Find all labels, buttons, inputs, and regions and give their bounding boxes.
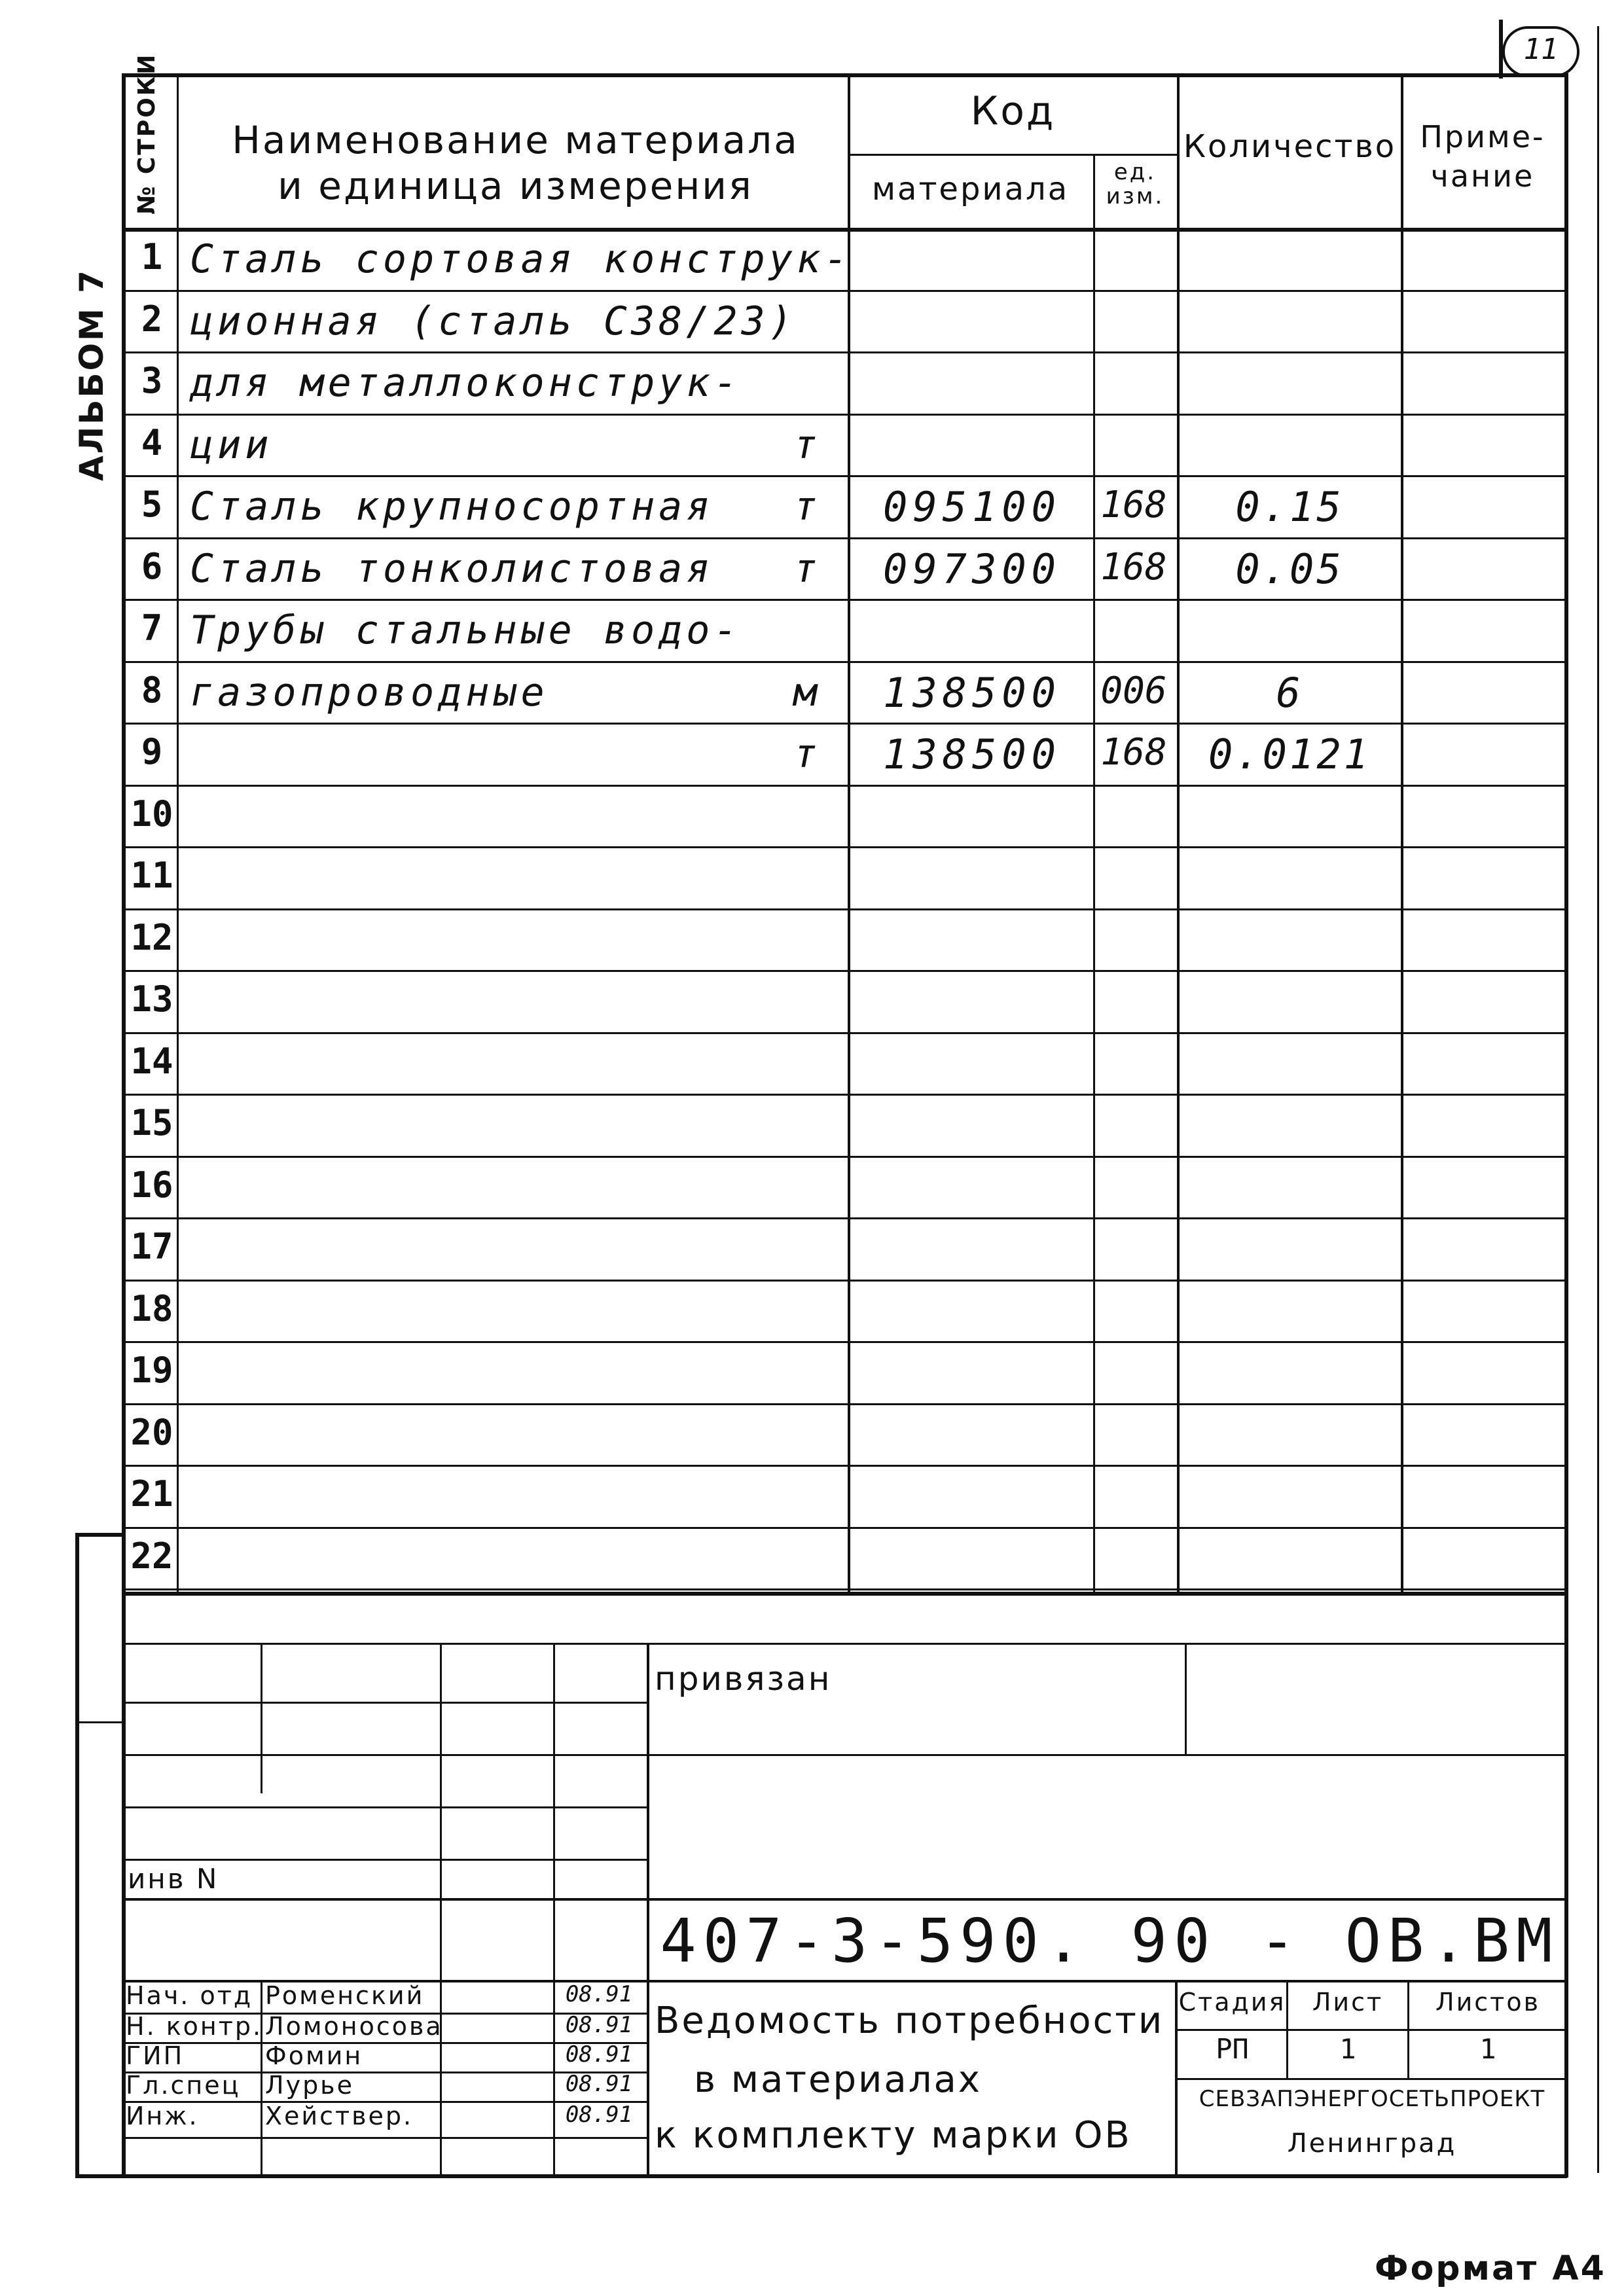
signature-role: ГИП [126,2041,185,2070]
frame-right [1564,73,1568,2178]
row-material-code: 095100 [883,483,1061,531]
stage-value: РП [1216,2033,1249,2065]
tb-stage-row2 [1175,2078,1568,2080]
row-number: 21 [130,1473,173,1515]
signature-role: Нач. отд [126,1981,253,2010]
row-quantity: 0.0121 [1208,730,1371,778]
signature-name: Хействер. [265,2102,414,2130]
row-unit: т [793,731,818,777]
qty-left-line [1177,73,1180,1592]
sheet-value: 1 [1339,2033,1356,2065]
row-number: 9 [141,731,163,772]
tb-stage-row1 [1175,2029,1568,2031]
sheet-label: Лист [1312,1988,1384,2017]
row-line [122,1465,1567,1467]
tb-col-1 [261,1643,262,1793]
code-subheader-line [848,154,1178,156]
bound-label: привязан [655,1660,832,1698]
format-label: Формат А4 [1375,2249,1606,2288]
row-number: 15 [130,1102,173,1143]
row-unit-code: 168 [1100,731,1167,774]
tb-top-left-ext [75,1533,124,1537]
row-number: 18 [130,1287,173,1329]
tb-left-side-line [75,1721,124,1723]
row-unit: т [793,422,818,468]
row-name: Сталь тонколистовая [190,545,714,592]
tb-col-1b [261,1980,262,2174]
row-unit-code: 006 [1100,669,1167,712]
row-number: 1 [141,236,163,278]
tb-row-f [122,1898,1567,1901]
row-number: 6 [141,545,163,587]
unit-code-left-line [1093,154,1095,1592]
row-number: 14 [130,1040,173,1082]
signature-name: Лурье [265,2071,354,2100]
row-unit-code: 168 [1100,545,1167,588]
outer-right-edge [1597,26,1599,2173]
tb-row-a [122,1643,1567,1645]
tb-row-c [122,1754,1567,1756]
header-name-line2: и единица измерения [278,164,753,208]
row-number: 22 [130,1535,173,1577]
organization-name: СЕВЗАПЭНЕРГОСЕТЬПРОЕКТ [1199,2086,1545,2112]
row-name: для металлоконструк- [190,360,742,406]
row-line [122,1156,1567,1158]
sheets-label: Листов [1435,1988,1540,2017]
row-line [122,1217,1567,1219]
row-number: 8 [141,669,163,711]
header-note: Приме-чание [1420,119,1545,194]
header-bottom [122,228,1567,232]
row-number: 12 [130,916,173,958]
row-name: Сталь крупносортная [190,484,714,529]
row-quantity: 0.15 [1235,483,1344,531]
document-number: 407-3-590. 90 - ОВ.ВМ [660,1906,1559,1976]
row-number: 16 [130,1164,173,1206]
row-line [122,1032,1567,1034]
inv-number-label: инв N [128,1863,219,1895]
note-left-line [1401,73,1403,1592]
header-code: Код [970,88,1056,134]
doc-title-line2: в материалах [694,2058,982,2101]
doc-title-line3: к комплекту марки ОВ [655,2114,1132,2157]
top-right-mark [1499,20,1503,79]
header-code-material: материала [871,171,1070,207]
row-name: Трубы стальные водо- [190,607,742,653]
row-number: 20 [130,1411,173,1453]
tb-sig-5 [122,2137,649,2139]
row-line [122,723,1567,725]
tb-left-ext [75,1533,79,2178]
row-number: 19 [130,1350,173,1391]
row-number: 3 [141,360,163,401]
row-unit: т [793,545,818,592]
signature-role: Гл.спец [126,2071,241,2100]
row-material-code: 138500 [883,730,1061,778]
stage-label: Стадия [1178,1988,1286,2017]
tb-row-e [122,1859,649,1861]
row-name: ции [190,422,273,468]
row-name: Сталь сортовая конструк- [190,236,852,282]
row-unit: т [793,484,818,529]
row-unit-code: 168 [1100,484,1167,526]
row-material-code: 138500 [883,668,1061,717]
row-line [122,351,1567,353]
row-line [122,661,1567,663]
row-line [122,1588,1567,1590]
tb-col-2 [440,1643,442,2174]
row-line [122,908,1567,910]
city-name: Ленинград [1287,2128,1457,2159]
row-line [122,414,1567,416]
row-number: 10 [130,793,173,834]
row-name: газопроводные [190,669,549,715]
signature-date: 08.91 [565,2012,633,2038]
page-number: 11 [1523,33,1559,66]
doc-title-line1: Ведомость потребности [655,2000,1164,2042]
row-number: 11 [130,855,173,896]
signature-date: 08.91 [565,1981,633,2007]
frame-top [122,73,1567,77]
tb-row-d [122,1806,649,1808]
header-name-line1: Наименование материала [232,118,799,162]
signature-role: Инж. [126,2102,199,2130]
row-line [122,1527,1567,1529]
row-line [122,970,1567,972]
code-left-line [848,73,850,1592]
header-row-no: № СТРОКИ [134,52,160,215]
signature-name: Фомин [265,2041,363,2070]
header-code-unit: ед. изм. [1106,159,1164,210]
row-quantity: 6 [1276,668,1303,717]
row-line [122,599,1567,601]
row-line [122,846,1567,848]
tb-row-b [122,1702,649,1704]
signature-date: 08.91 [565,2102,633,2128]
row-line [122,1341,1567,1343]
row-number: 2 [141,298,163,340]
signature-name: Роменский [265,1981,425,2010]
tb-col-5 [1185,1643,1187,1754]
row-line [122,475,1567,477]
page-number-badge [1502,26,1579,77]
row-line [122,1403,1567,1405]
signature-date: 08.91 [565,2071,633,2097]
row-line [122,1094,1567,1096]
row-quantity: 0.05 [1235,545,1344,593]
row-number: 17 [130,1226,173,1267]
row-line [122,1280,1567,1282]
signature-name: Ломоносова [265,2012,443,2041]
row-number: 13 [130,978,173,1020]
signature-date: 08.91 [565,2041,633,2068]
row-line [122,537,1567,539]
row-name: ционная (сталь С38/23) [190,298,797,344]
header-quantity: Количество [1183,128,1397,165]
sheets-value: 1 [1479,2033,1496,2065]
tb-bottom [75,2174,1567,2178]
side-label: АЛЬБОМ 7 [73,268,111,481]
row-unit: м [793,669,818,715]
row-number: 4 [141,422,163,463]
tb-top [122,1592,1567,1596]
row-line [122,785,1567,787]
signature-role: Н. контр. [126,2012,263,2041]
row-number: 7 [141,607,163,649]
row-number: 5 [141,484,163,525]
tb-col-4 [647,1643,649,2174]
row-material-code: 097300 [883,545,1061,593]
row-line [122,290,1567,292]
tb-stage-left [1175,1980,1178,2174]
